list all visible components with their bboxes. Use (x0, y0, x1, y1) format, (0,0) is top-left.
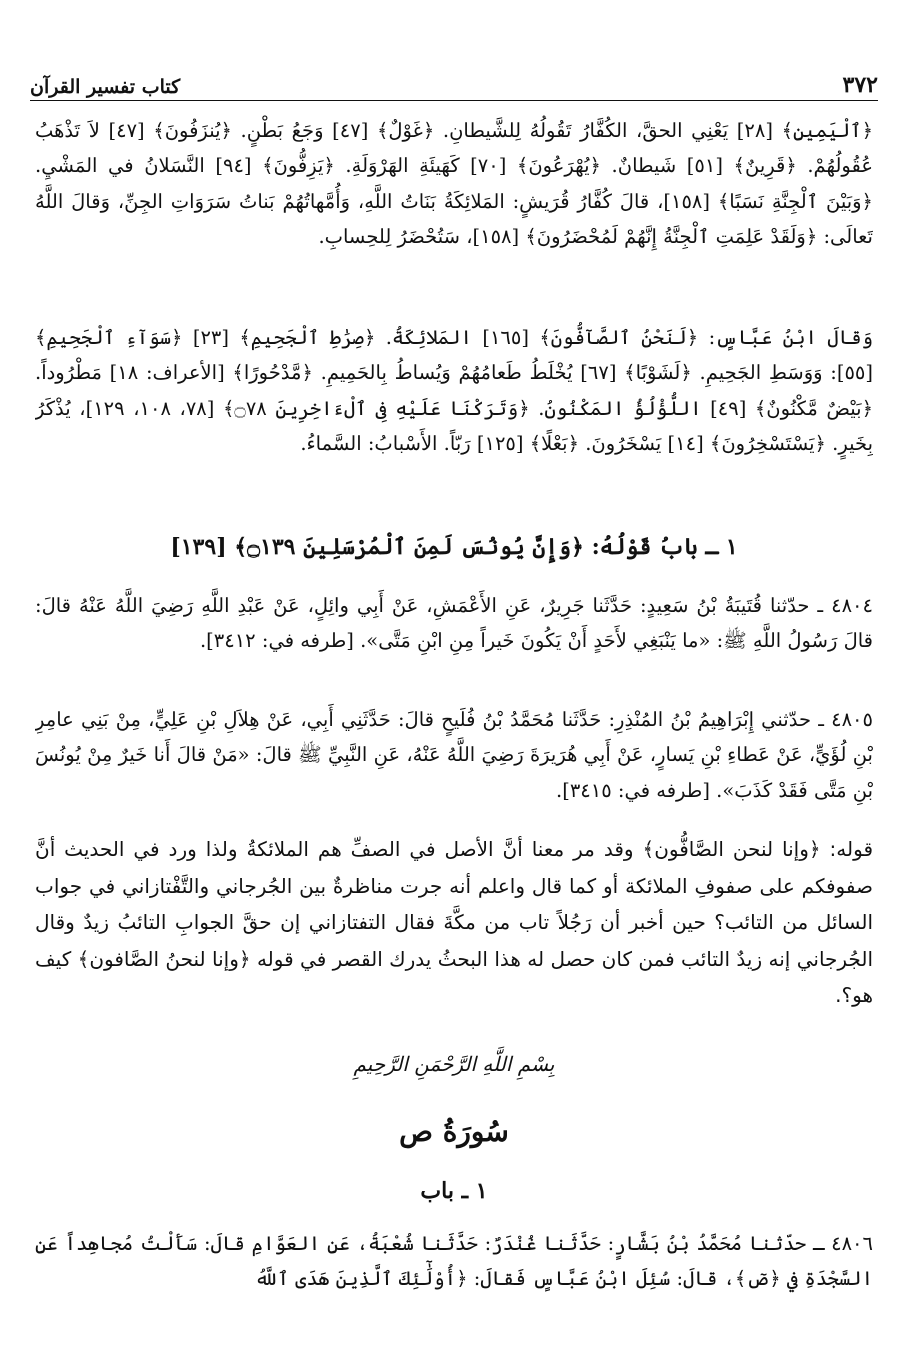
surah-title: سُورَةُ ص (399, 1115, 509, 1148)
page-header (30, 58, 878, 98)
page-number: ٣٧٢ (842, 72, 878, 98)
book-title: كتاب تفسير القرآن (30, 76, 181, 98)
hadith-4806: ٤٨٠٦ ـ حدّثنا مُحَمَّدُ بْنُ بَشَّارٍ: حَدَّثَنا غُنْدَرٌ: حَدَّثَنا شُعْبَةُ، عَنِ العَوَّامِ قالَ: سَأَلْتُ مُجاهِداً عَنِ السَّجْدَةِ في ﴿صٓ﴾، قالَ: سُئِلَ ابْنُ عَبَّاسٍ فَقالَ: ﴿أُوْلَٰٓئِكَ ٱلَّذِينَ هَدَى ٱللَّهُ (35, 1232, 873, 1291)
paragraph-ibn-abbas: وَقالَ ابْنُ عَبَّاسٍ: ﴿لَنَحْنُ ٱلصَّآفُّونَ﴾ [١٦٥] المَلائِكَةُ. ﴿صِرَٰطِ ٱلْجَحِيمِ﴾ [٢٣] ﴿سَوَآءِ ٱلْجَحِيمِ﴾ [٥٥]: وَوَسَطِ الجَحِيمِ. ﴿لَشَوْبًا﴾ [٦٧] يُخْلَطُ طَعامُهُمْ وَيُساطُ بِالحَمِيمِ. ﴿مَّدْحُورًا﴾ [الأعراف: ١٨] مَطْرُوداً. ﴿بَيْضٌ مَّكْنُونٌ﴾ [٤٩] اللُّؤْلُؤُ المَكْنُونُ. ﴿وَتَرَكْنَا عَلَيْهِ فِى ٱلْءَاخِرِينَ ۝٧٨﴾ [٧٨، ١٠٨، ١٢٩]، يُذْكَرُ بِخَيرٍ. ﴿يَسْتَسْخِرُونَ﴾ [١٤] يَسْخَرُونَ. ﴿بَعْلًا﴾ [١٢٥] رَبّاً. الأَسْبابُ: السَّماءُ. (35, 326, 873, 455)
basmala: بِسْمِ اللَّهِ الرَّحْمَنِ الرَّحِيمِ (353, 1052, 555, 1076)
header-rule (30, 100, 878, 101)
commentary-paragraph: قوله: ﴿وإنا لنحن الصَّافُّون﴾ وقد مر معنا أنَّ الأصل في الصفِّ هم الملائكةُ ولذا ورد في الحديث أنَّ صفوفكم على صفوفِ الملائكة أو كما قال واعلم أنه جرت مناظرةٌ بين الجُرجاني والتَّفْتازاني في جواب السائل من التائب؟ حين أخبر أن رَجُلاً تاب من مكَّةَ فقال التفتازاني إن حقَّ الجوابِ التائبُ زيدٌ وقال الجُرجاني إنه زيدٌ التائب فمن كان حصل له هذا البحثُ يدرك القصر في قوله ﴿وإنا لنحنُ الصَّافون﴾ كيف هو؟. (35, 837, 873, 1007)
paragraph-vocabulary-1: ﴿ٱلْيَمِينِ﴾ [٢٨] يَعْنِي الحقَّ، الكُفَّارُ تَقُولُهُ لِلشَّيطانِ. ﴿غَوْلٌ﴾ [٤٧] وَجَعُ بَطْنٍ. ﴿يُنزَفُونَ﴾ [٤٧] لاَ تَذْهَبُ عُقُولُهُمْ. ﴿قَرِينٌ﴾ [٥١] شَيطانٌ. ﴿يُهْرَعُونَ﴾ [٧٠] كَهَيئَةِ الهَرْوَلَةِ. ﴿يَزِفُّونَ﴾ [٩٤] النَّسَلانُ في المَشْيِ. ﴿وَبَيْنَ ٱلْجِنَّةِ نَسَبًا﴾ [١٥٨]، قالَ كُفَّارُ قُرَيشٍ: المَلائِكَةُ بَنَاتُ اللَّهِ، وَأُمَّهاتُهُمْ بَناتُ سَرَوَاتِ الجِنِّ، وَقالَ اللَّهُ تَعالَى: ﴿وَلَقَدْ عَلِمَتِ ٱلْجِنَّةُ إِنَّهُمْ لَمُحْضَرُونَ﴾ [١٥٨]، سَتُحْضَرُ لِلحِسابِ. (35, 119, 873, 248)
bab-heading: ١ ـ باب (420, 1178, 488, 1204)
hadith-4805: ٤٨٠٥ ـ حدّثني إِبْرَاهِيمُ بْنُ المُنْذِرِ: حَدَّثَنا مُحَمَّدُ بْنُ فُلَيحٍ قالَ: حَدَّثَنِي أَبِي، عَنْ هِلاَلِ بْنِ عَلِيٍّ، مِنْ بَنِي عامِرِ بْنِ لُؤَيٍّ، عَنْ عَطاءِ بْنِ يَسارٍ، عَنْ أَبِي هُرَيرَةَ رَضِيَ اللَّهُ عَنْهُ، عَنِ النَّبِيِّ ﷺ قالَ: «مَنْ قالَ أَنا خَيرٌ مِنْ يُونُسَ بْنِ مَتَّى فَقَدْ كَذَبَ». [طرفه في: ٣٤١٥]. (35, 708, 873, 802)
hadith-4804: ٤٨٠٤ ـ حدّثنا قُتَيبَةُ بْنُ سَعِيدٍ: حَدَّثَنا جَرِيرٌ، عَنِ الأَعْمَشِ، عَنْ أَبِي وائِلٍ، عَنْ عَبْدِ اللَّهِ رَضِيَ اللَّهُ عَنْهُ قالَ: قالَ رَسُولُ اللَّهِ ﷺ: «ما يَنْبَغِي لأَحَدٍ أَنْ يَكُونَ خَيراً مِنِ ابْنِ مَتَّى». [طرفه في: ٣٤١٢]. (35, 594, 873, 653)
chapter-heading: ١ ـ بابُ قَوْلُهُ: ﴿وَإِنَّ يُونُسَ لَمِنَ ٱلْمُرْسَلِينَ ۝١٣٩﴾ [١٣٩] (170, 534, 738, 560)
